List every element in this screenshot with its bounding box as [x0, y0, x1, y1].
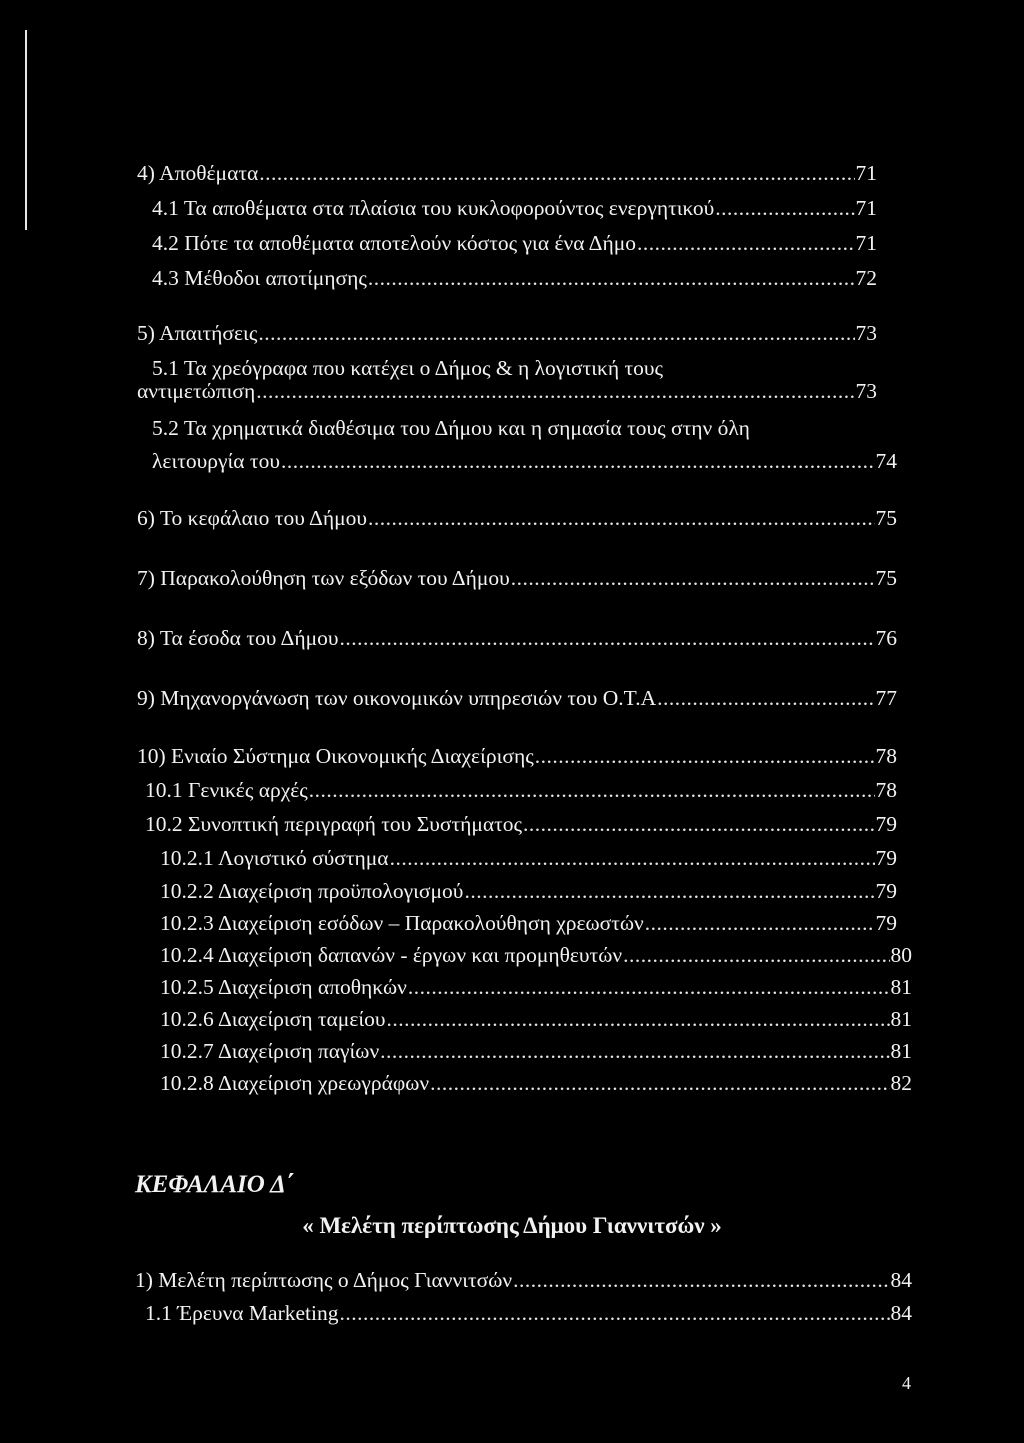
toc-entry — [160, 845, 897, 871]
chapter-subtitle: « Μελέτη περίπτωσης Δήμου Γιαννιτσών » — [302, 1213, 722, 1238]
toc-entry — [145, 1300, 912, 1326]
toc-entry — [160, 1070, 912, 1096]
dot-leader — [408, 974, 890, 1000]
toc-entry-label: 10.2.1 Λογιστικό σύστημα — [160, 846, 389, 870]
toc-entry-label: 10.2.5 Διαχείριση αποθηκών — [160, 975, 407, 999]
toc-entry — [152, 195, 877, 221]
toc-entry-label: λειτουργία του — [152, 449, 280, 473]
toc-entry-label: 6) Το κεφάλαιο του Δήμου — [137, 506, 368, 530]
toc-entry-page: 71 — [855, 161, 877, 185]
toc-entry-page: 75 — [875, 506, 897, 530]
toc-entry-label: 10.2.3 Διαχείριση εσόδων – Παρακολούθηση χρεωστών — [160, 911, 644, 935]
toc-entry-page: 84 — [890, 1268, 912, 1292]
toc-entry-label: 10.2.6 Διαχείριση ταμείου — [160, 1007, 386, 1031]
dot-leader — [657, 685, 874, 711]
dot-leader — [368, 265, 855, 291]
toc-entry — [152, 230, 877, 256]
toc-entry-page: 77 — [875, 686, 897, 710]
toc-entry-label: 10.2.8 Διαχείριση χρεωγράφων — [160, 1071, 430, 1095]
toc-entry-page: 71 — [855, 231, 877, 255]
toc-entry — [160, 942, 912, 968]
toc-entry — [137, 743, 897, 769]
toc-entry-label: 10.2 Συνοπτική περιγραφή του Συστήματος — [145, 812, 523, 836]
toc-entry-label: 10) Ενιαίο Σύστημα Οικονομικής Διαχείρισης — [137, 744, 534, 768]
dot-leader — [430, 1070, 889, 1096]
toc-entry-label: 1) Μελέτη περίπτωσης ο Δήμος Γιαννιτσών — [135, 1268, 513, 1292]
dot-leader — [637, 230, 854, 256]
page-number: 4 — [902, 1373, 911, 1393]
toc-entry-label: 4.2 Πότε τα αποθέματα αποτελούν κόστος για ένα Δήμο — [152, 231, 637, 255]
toc-entry — [160, 910, 897, 936]
dot-leader — [258, 320, 854, 346]
toc-entry-label: 5.2 Τα χρηματικά διαθέσιμα του Δήμου και η σημασία τους στην όλη — [152, 416, 750, 440]
dot-leader — [511, 565, 875, 591]
toc-entry-page: 75 — [875, 566, 897, 590]
dot-leader — [387, 1006, 890, 1032]
toc-entry-page: 84 — [890, 1301, 912, 1325]
dot-leader — [715, 195, 854, 221]
toc-entry-page: 78 — [875, 744, 897, 768]
dot-leader — [259, 160, 854, 186]
toc-entry-page: 74 — [875, 449, 897, 473]
toc-entry — [145, 777, 897, 803]
toc-entry — [160, 1038, 912, 1064]
toc-entry-page: 81 — [890, 975, 912, 999]
toc-entry-page: 73 — [855, 379, 877, 403]
toc-entry-page: 79 — [875, 812, 897, 836]
toc-entry-label: 7) Παρακολούθηση των εξόδων του Δήμου — [137, 566, 510, 590]
toc-entry-label: 10.1 Γενικές αρχές — [145, 778, 308, 802]
dot-leader — [309, 777, 875, 803]
toc-entry-page: 72 — [855, 266, 877, 290]
toc-entry — [160, 878, 897, 904]
dot-leader — [523, 811, 874, 837]
dot-leader — [256, 378, 854, 404]
toc-entry-page: 82 — [890, 1071, 912, 1095]
toc-entry-page: 78 — [875, 778, 897, 802]
toc-entry-label: 4.1 Τα αποθέματα στα πλαίσια του κυκλοφορούντος ενεργητικού — [152, 196, 715, 220]
toc-entry-page: 80 — [890, 943, 912, 967]
toc-entry-page: 76 — [875, 626, 897, 650]
toc-entry-page: 71 — [855, 196, 877, 220]
toc-entry — [137, 685, 897, 711]
toc-entry-label: 10.2.4 Διαχείριση δαπανών - έργων και προμηθευτών — [160, 943, 623, 967]
toc-entry-page: 79 — [875, 879, 897, 903]
toc-entry-label: 5.1 Τα χρεόγραφα που κατέχει ο Δήμος & η λογιστική τους — [152, 356, 664, 380]
toc-entry-page: 81 — [890, 1039, 912, 1063]
dot-leader — [340, 625, 875, 651]
toc-entry-page: 79 — [875, 911, 897, 935]
toc-entry — [160, 974, 912, 1000]
dot-leader — [281, 448, 875, 474]
toc-entry — [137, 378, 877, 404]
dot-leader — [535, 743, 875, 769]
toc-entry-label: 4) Αποθέματα — [137, 161, 259, 185]
dot-leader — [645, 910, 875, 936]
dot-leader — [513, 1267, 889, 1293]
toc-entry — [137, 565, 897, 591]
toc-entry — [137, 160, 877, 186]
toc-entry-label: 1.1 Έρευνα Marketing — [145, 1301, 339, 1325]
dot-leader — [623, 942, 889, 968]
toc-entry — [137, 505, 897, 531]
toc-entry-page: 79 — [875, 846, 897, 870]
toc-entry-page: 73 — [855, 321, 877, 345]
toc-entry — [152, 448, 897, 474]
toc-entry — [160, 1006, 912, 1032]
dot-leader — [368, 505, 874, 531]
dot-leader — [380, 1038, 889, 1064]
toc-entry-label: 10.2.7 Διαχείριση παγίων — [160, 1039, 380, 1063]
toc-entry — [137, 320, 877, 346]
toc-entry-label: 4.3 Μέθοδοι αποτίμησης — [152, 266, 367, 290]
toc-entry-label: 8) Τα έσοδα του Δήμου — [137, 626, 339, 650]
toc-entry — [137, 625, 897, 651]
toc-entry-label: 5) Απαιτήσεις — [137, 321, 258, 345]
dot-leader — [390, 845, 875, 871]
toc-entry — [135, 1267, 912, 1293]
toc-entry-label: αντιμετώπιση — [137, 379, 256, 403]
toc-entry-label: 10.2.2 Διαχείριση προϋπολογισμού — [160, 879, 464, 903]
toc-entry-page: 81 — [890, 1007, 912, 1031]
toc-entry — [152, 265, 877, 291]
dot-leader — [340, 1300, 890, 1326]
dot-leader — [464, 878, 874, 904]
toc-entry — [145, 811, 897, 837]
toc-entry-label: 9) Μηχανοργάνωση των οικονομικών υπηρεσιών του Ο.Τ.Α — [137, 686, 657, 710]
chapter-title: ΚΕΦΑΛΑΙΟ Δ΄ — [135, 1171, 295, 1198]
